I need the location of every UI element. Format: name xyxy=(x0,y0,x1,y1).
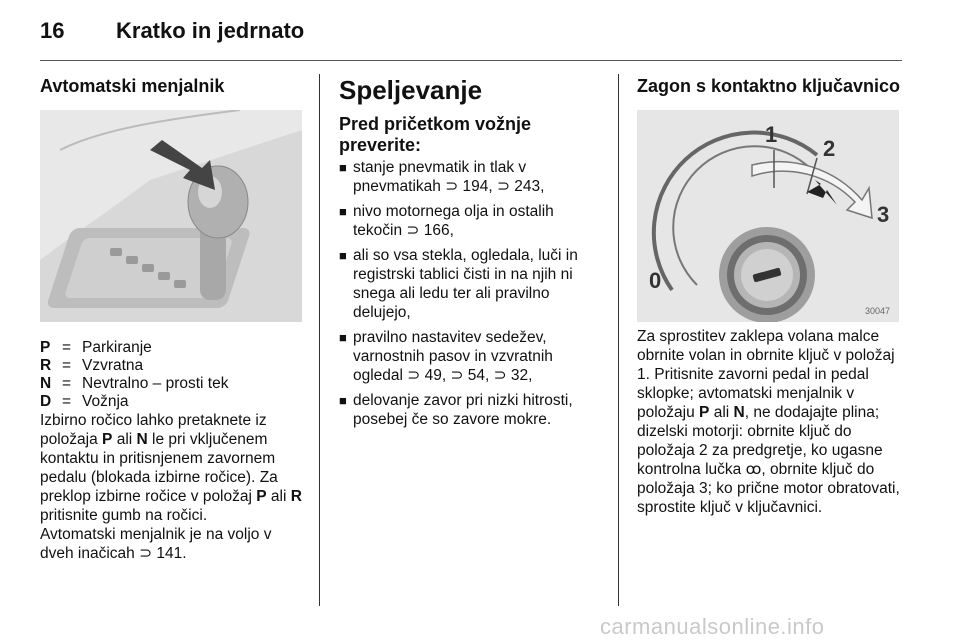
list-item xyxy=(339,391,599,429)
list-item-text: delovanje zavor pri nizki hitrosti, posebej če so zavore mokre. xyxy=(353,392,573,428)
ignition-paragraph xyxy=(637,327,907,517)
legend-row xyxy=(40,393,305,411)
legend-label: Vzvratna xyxy=(82,357,144,374)
section-heading: Avtomatski menjalnik xyxy=(40,76,225,96)
list-item-text: ali so vsa stekla, ogledala, luči in registrski tablici čisti in na njih ni snega ali ledu ter ali pravilno delujejo, xyxy=(353,247,578,321)
column-automatic-transmission xyxy=(40,74,305,563)
bullet: ■ xyxy=(339,248,347,263)
section-heading: Zagon s kontaktno ključavnico xyxy=(637,76,901,96)
gear-key: N xyxy=(733,404,745,421)
legend-label: Parkiranje xyxy=(82,339,152,356)
text-run: le pri vključenem kontaktu in pritisnjenem zavornem pedalu (blokada izbirne ročice). Za preklop izbirne ročice v položaj xyxy=(40,431,278,505)
legend-equals: = xyxy=(62,357,72,374)
text-run: ali xyxy=(709,404,734,421)
list-item-text: pravilno nastavitev sedežev, varnostnih pasov in vzvratnih ogledal ⊃ 49, ⊃ 54, ⊃ 32, xyxy=(353,329,553,384)
bullet: ■ xyxy=(339,393,347,408)
text-run: Izbirno ročico lahko pretaknete iz položaja xyxy=(40,412,267,448)
legend-key: R xyxy=(40,357,52,374)
legend-label: Vožnja xyxy=(82,393,129,410)
gear-key: P xyxy=(102,431,113,448)
gear-key: N xyxy=(136,431,148,448)
legend-key: D xyxy=(40,393,52,410)
list-item xyxy=(339,202,599,240)
list-item xyxy=(339,328,599,385)
column-divider xyxy=(319,74,320,606)
figure-code: 30047 xyxy=(865,306,891,316)
list-item xyxy=(339,246,599,322)
list-item-text: stanje pnevmatik in tlak v pnevmatikah ⊃ 194, ⊃ 243, xyxy=(353,159,545,195)
checklist xyxy=(339,158,599,429)
bullet: ■ xyxy=(339,160,347,175)
legend-row xyxy=(40,375,305,393)
ignition-lock-illustration xyxy=(637,110,899,322)
glow-plug-icon: ꝏ xyxy=(745,461,762,478)
legend-equals: = xyxy=(62,339,72,356)
gear-key: P xyxy=(699,404,710,421)
page-number: 16 xyxy=(40,18,65,43)
bullet: ■ xyxy=(339,330,347,345)
page-title: Kratko in jedrnato xyxy=(116,18,305,43)
watermark: carmanualsonline.info xyxy=(600,614,825,639)
text-run: ali xyxy=(112,431,137,448)
position-label-3: 3 xyxy=(877,202,890,227)
text-run: Za sprostitev zaklepa volana malce obrnite volan in obrnite ključ v položaj 1. Pritisnite zavorni pedal in pedal sklopke; avtomatski menjalnik v položaju xyxy=(637,328,895,421)
section-heading: Speljevanje xyxy=(339,75,483,105)
gear-legend xyxy=(40,339,305,411)
legend-row xyxy=(40,357,305,375)
legend-label: Nevtralno – prosti tek xyxy=(82,375,229,392)
column-divider xyxy=(618,74,619,606)
gear-selector-illustration xyxy=(40,110,302,322)
checklist-heading: Pred pričetkom vožnje preverite: xyxy=(339,114,532,155)
text-run: pritisnite gumb na ročici. xyxy=(40,507,208,524)
bullet: ■ xyxy=(339,204,347,219)
legend-row xyxy=(40,339,305,357)
gear-key: P xyxy=(256,488,267,505)
legend-key: P xyxy=(40,339,51,356)
list-item-text: nivo motornega olja in ostalih tekočin ⊃ 166, xyxy=(353,203,554,239)
column-starting-off xyxy=(339,74,599,435)
position-label-0: 0 xyxy=(649,268,662,293)
header-rule xyxy=(40,60,902,61)
text-run: , ne dodajajte plina; dizelski motorji: obrnite ključ do položaja 2 za predgretje, ko ugasne kontrolna lučka xyxy=(637,404,883,478)
legend-equals: = xyxy=(62,393,72,410)
column-ignition-start xyxy=(637,74,907,517)
list-item xyxy=(339,158,599,196)
selector-lever-paragraph xyxy=(40,411,305,525)
position-label-2: 2 xyxy=(823,136,836,161)
versions-paragraph: Avtomatski menjalnik je na voljo v dveh inačicah ⊃ 141. xyxy=(40,526,272,562)
page-header xyxy=(40,18,920,50)
position-label-1: 1 xyxy=(765,122,778,147)
legend-equals: = xyxy=(62,375,72,392)
text-run: ali xyxy=(266,488,291,505)
text-run: , obrnite ključ do položaja 3; ko prične motor obratovati, sprostite ključ v ključavnici. xyxy=(637,461,900,516)
gear-key: R xyxy=(290,488,302,505)
legend-key: N xyxy=(40,375,52,392)
